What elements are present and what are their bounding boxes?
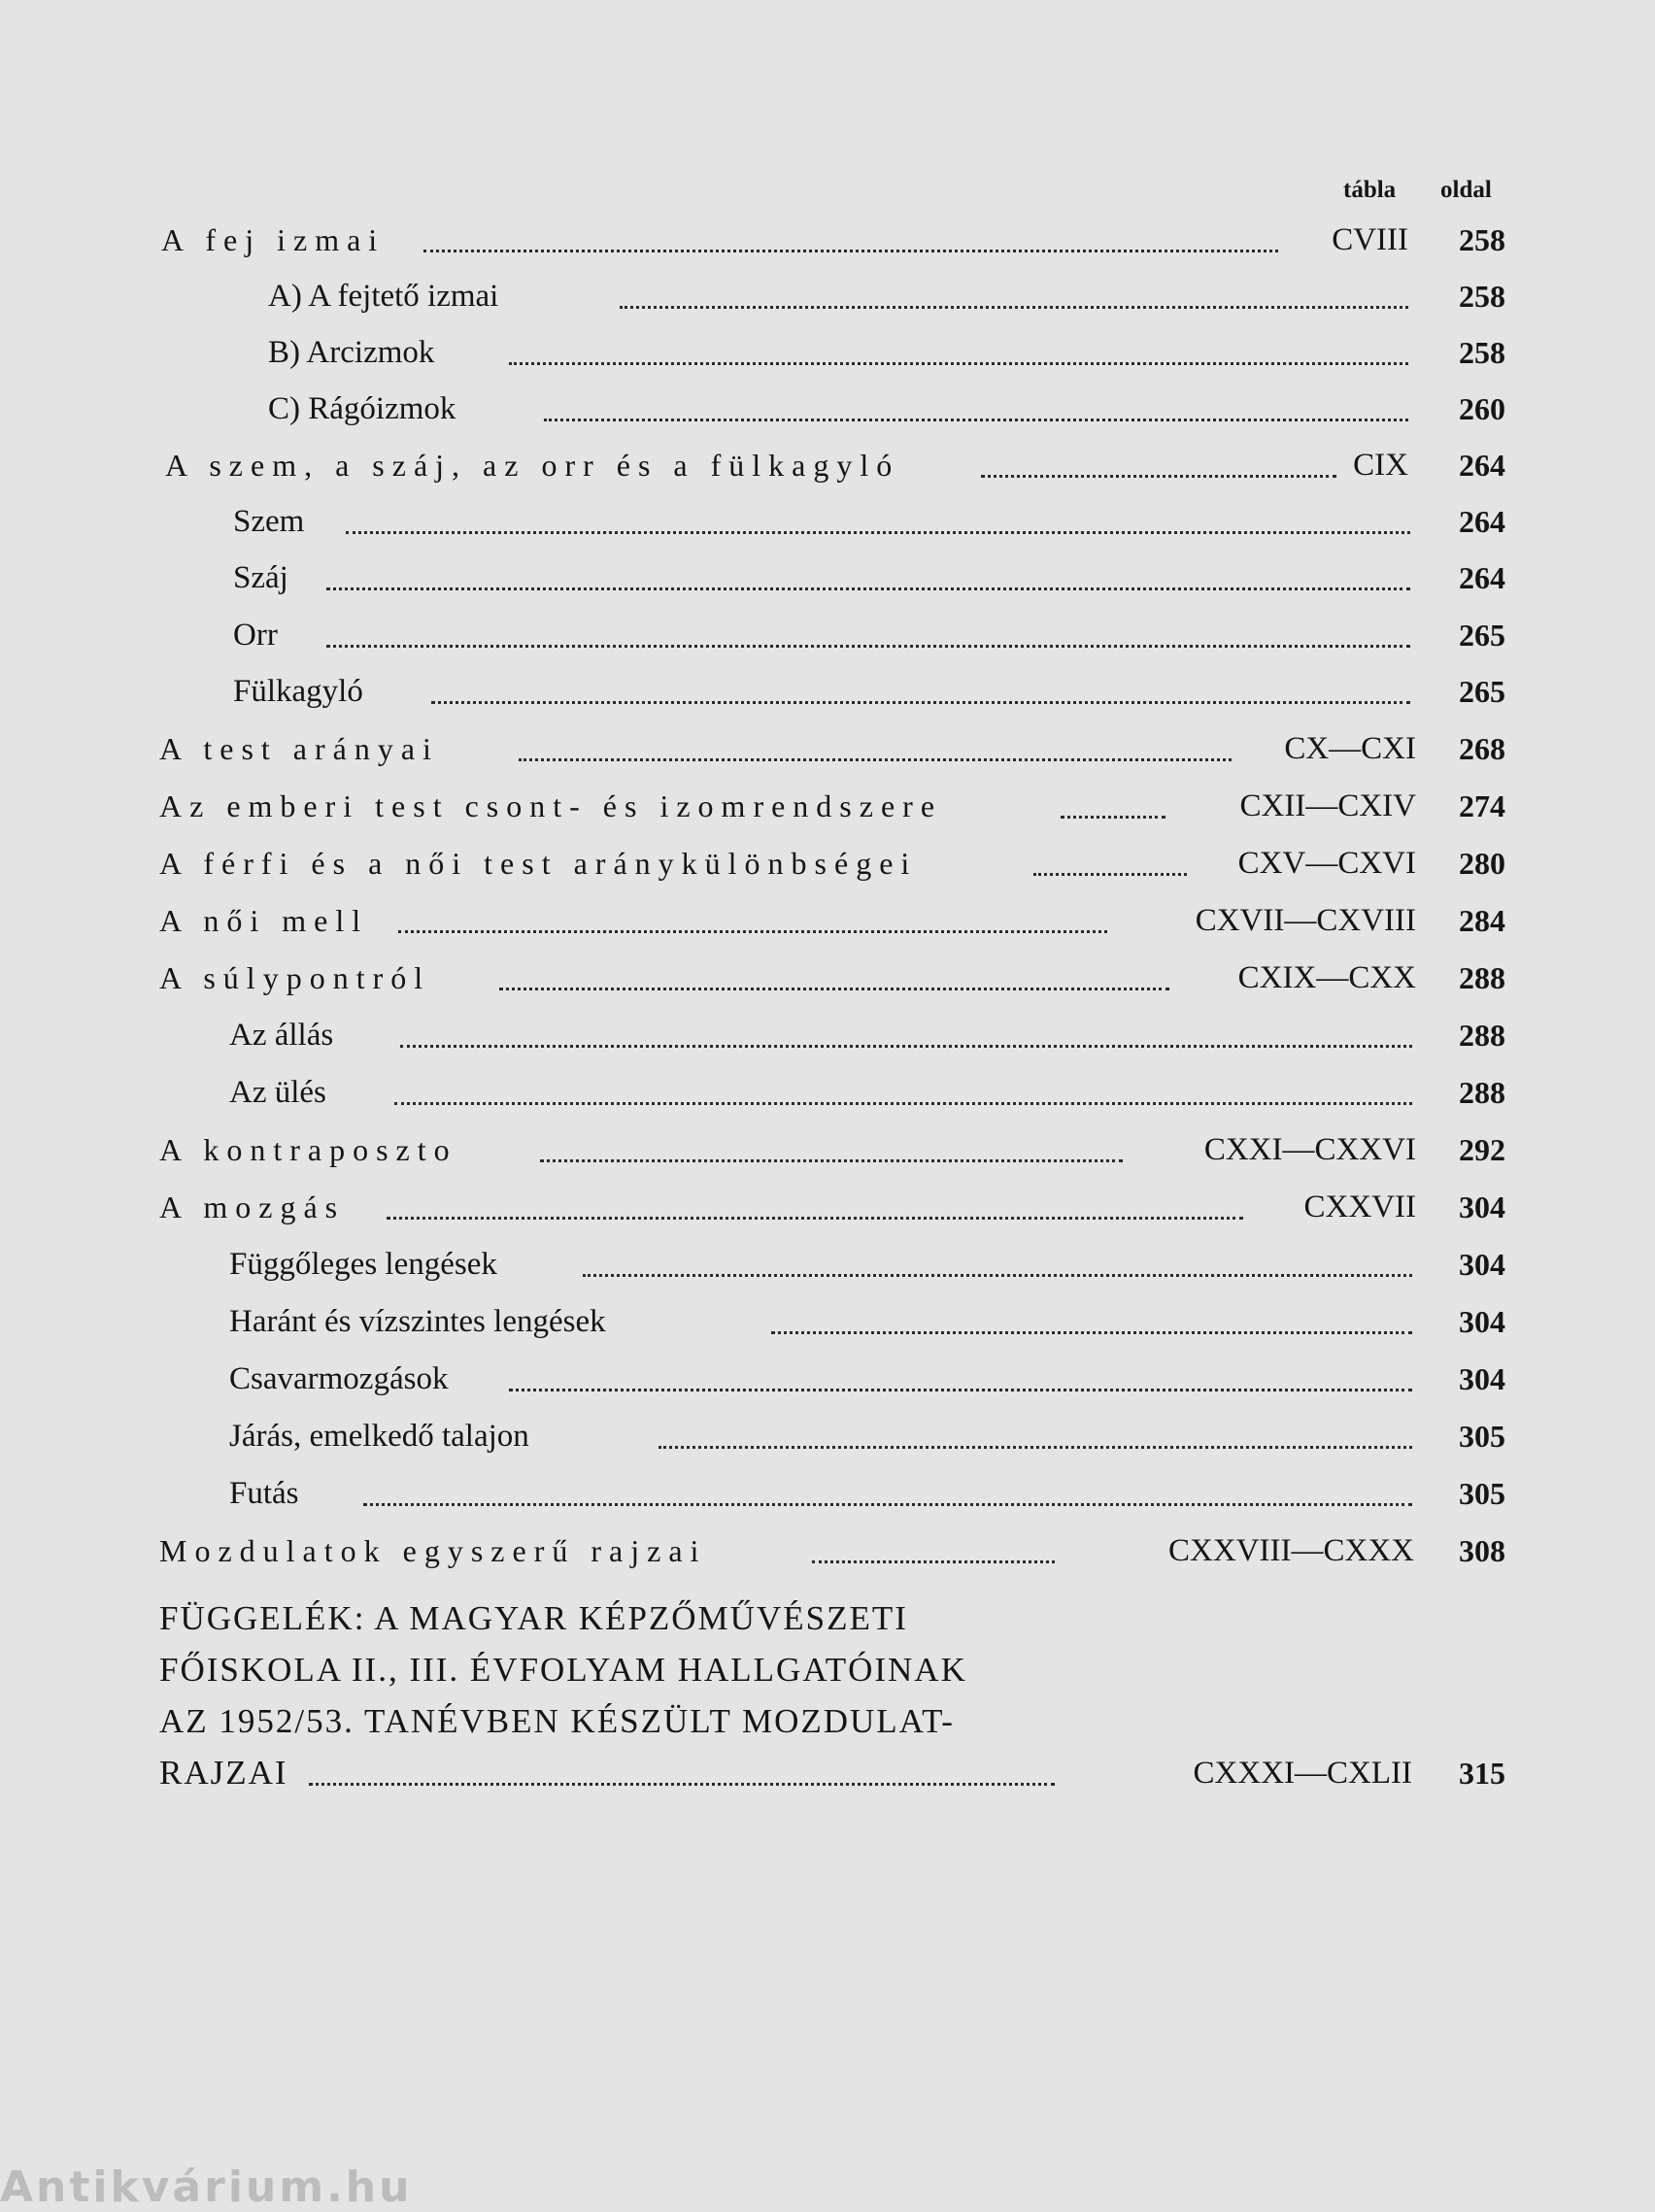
entry-page: 304 (1459, 1247, 1505, 1282)
watermark: Antikvárium.hu (0, 2162, 413, 2212)
entry-title: Fülkagyló (233, 674, 363, 709)
toc-entry (0, 1189, 1655, 1231)
dot-leader (326, 587, 1410, 590)
entry-title: Csavarmozgások (229, 1361, 449, 1396)
dot-leader (1033, 873, 1187, 876)
entry-plate: CXXI—CXXVI (1203, 1132, 1416, 1167)
entry-page: 265 (1459, 618, 1505, 653)
entry-title: Az emberi test csont- és izomrendszere (159, 788, 943, 823)
entry-page: 265 (1459, 674, 1505, 709)
dot-leader (583, 1274, 1412, 1277)
dot-leader (309, 1783, 1055, 1786)
entry-title: A szem, a száj, az orr és a fülkagyló (165, 448, 900, 483)
entry-page: 284 (1459, 903, 1505, 938)
entry-plate: CXIX—CXX (1237, 960, 1416, 995)
entry-page: 288 (1459, 1018, 1505, 1053)
entry-page: 258 (1459, 222, 1505, 257)
entry-page: 258 (1459, 335, 1505, 370)
dot-leader (544, 419, 1408, 421)
entry-page: 268 (1459, 731, 1505, 766)
entry-title: A férfi és a női test aránykülönbségei (159, 846, 918, 881)
entry-title: Az állás (229, 1018, 334, 1053)
toc-entry (0, 1246, 1655, 1289)
entry-plate: CIX (1353, 448, 1408, 483)
dot-leader (771, 1331, 1412, 1334)
entry-plate: CXXXI—CXLII (1193, 1756, 1412, 1791)
entry-title: A súlypontról (159, 960, 431, 995)
dot-leader (620, 306, 1408, 309)
entry-title: Függőleges lengések (229, 1247, 497, 1282)
entry-title: Futás (229, 1476, 299, 1511)
dot-leader (387, 1217, 1243, 1220)
toc-entry (0, 1131, 1655, 1174)
entry-page: 305 (1459, 1476, 1505, 1511)
dot-leader (540, 1159, 1123, 1162)
entry-plate: CXXVII (1303, 1190, 1416, 1224)
dot-leader (394, 1102, 1412, 1105)
dot-leader (499, 988, 1169, 990)
entry-plate: CX—CXI (1284, 731, 1416, 766)
toc-entry (0, 559, 1655, 602)
entry-page: 280 (1459, 846, 1505, 881)
toc-entry (0, 845, 1655, 888)
toc-entry (0, 617, 1655, 659)
entry-title: Mozdulatok egyszerű rajzai (159, 1533, 707, 1568)
entry-title: A) A fejtető izmai (268, 279, 499, 314)
toc-entry (0, 447, 1655, 489)
toc-entry (0, 503, 1655, 546)
entry-page: 274 (1459, 788, 1505, 823)
entry-title: B) Arcizmok (268, 335, 435, 370)
toc-entry (0, 1755, 1655, 1797)
toc-entry (0, 1532, 1655, 1575)
toc-entry (0, 278, 1655, 320)
entry-title: A női mell (159, 903, 369, 938)
entry-title: Az ülés (229, 1075, 326, 1110)
entry-page: 264 (1459, 448, 1505, 483)
entry-page: 304 (1459, 1304, 1505, 1339)
dot-leader (346, 531, 1410, 534)
entry-page: 258 (1459, 279, 1505, 314)
entry-title: Orr (233, 618, 278, 653)
entry-title: Szem (233, 504, 305, 539)
dot-leader (400, 1045, 1412, 1048)
toc-entry (0, 390, 1655, 433)
entry-page: 308 (1459, 1533, 1505, 1568)
dot-leader (509, 362, 1408, 365)
entry-title: A kontraposzto (159, 1132, 457, 1167)
appendix-line: FŐISKOLA II., III. ÉVFOLYAM HALLGATÓINAK (159, 1651, 967, 1689)
entry-plate: CVIII (1332, 222, 1408, 257)
dot-leader (398, 930, 1107, 933)
toc-entry (0, 673, 1655, 716)
entry-page: 304 (1459, 1361, 1505, 1396)
dot-leader (509, 1389, 1412, 1391)
entry-page: 315 (1459, 1756, 1505, 1791)
entry-page: 305 (1459, 1419, 1505, 1454)
appendix-line: FÜGGELÉK: A MAGYAR KÉPZŐMŰVÉSZETI (159, 1599, 908, 1637)
dot-leader (363, 1503, 1412, 1506)
entry-page: 264 (1459, 504, 1505, 539)
toc-entry (0, 1074, 1655, 1117)
dot-leader (423, 250, 1278, 252)
entry-plate: CXV—CXVI (1237, 846, 1416, 881)
entry-page: 288 (1459, 960, 1505, 995)
toc-entry (0, 902, 1655, 945)
entry-title: Járás, emelkedő talajon (229, 1419, 529, 1454)
toc-entry (0, 788, 1655, 830)
entry-title: C) Rágóizmok (268, 391, 456, 426)
dot-leader (981, 475, 1336, 478)
appendix-line: RAJZAI (159, 1754, 288, 1792)
dot-leader (326, 645, 1410, 648)
entry-page: 292 (1459, 1132, 1505, 1167)
toc-entry (0, 221, 1655, 264)
entry-page: 260 (1459, 391, 1505, 426)
entry-page: 288 (1459, 1075, 1505, 1110)
column-header-page: oldal (1440, 177, 1492, 203)
dot-leader (659, 1446, 1412, 1449)
toc-entry (0, 1303, 1655, 1346)
appendix-line: AZ 1952/53. TANÉVBEN KÉSZÜLT MOZDULAT- (159, 1702, 955, 1740)
toc-entry (0, 334, 1655, 377)
entry-plate: CXVII—CXVIII (1195, 903, 1416, 938)
toc-entry (0, 1017, 1655, 1059)
toc-entry (0, 959, 1655, 1002)
entry-title: Haránt és vízszintes lengések (229, 1304, 606, 1339)
entry-title: A test arányai (159, 731, 439, 766)
toc-entry (0, 1418, 1655, 1460)
entry-title: A mozgás (159, 1190, 346, 1224)
entry-page: 264 (1459, 560, 1505, 595)
dot-leader (519, 758, 1232, 761)
toc-entry (0, 1475, 1655, 1518)
entry-title: Száj (233, 560, 288, 595)
toc-entry (0, 1360, 1655, 1403)
dot-leader (812, 1560, 1055, 1563)
entry-page: 304 (1459, 1190, 1505, 1224)
dot-leader (1061, 816, 1165, 819)
entry-title: A fej izmai (161, 222, 386, 257)
toc-entry (0, 730, 1655, 773)
entry-plate: CXXVIII—CXXX (1168, 1533, 1414, 1568)
column-header-plate: tábla (1343, 177, 1397, 203)
entry-plate: CXII—CXIV (1239, 788, 1416, 823)
dot-leader (431, 701, 1410, 704)
